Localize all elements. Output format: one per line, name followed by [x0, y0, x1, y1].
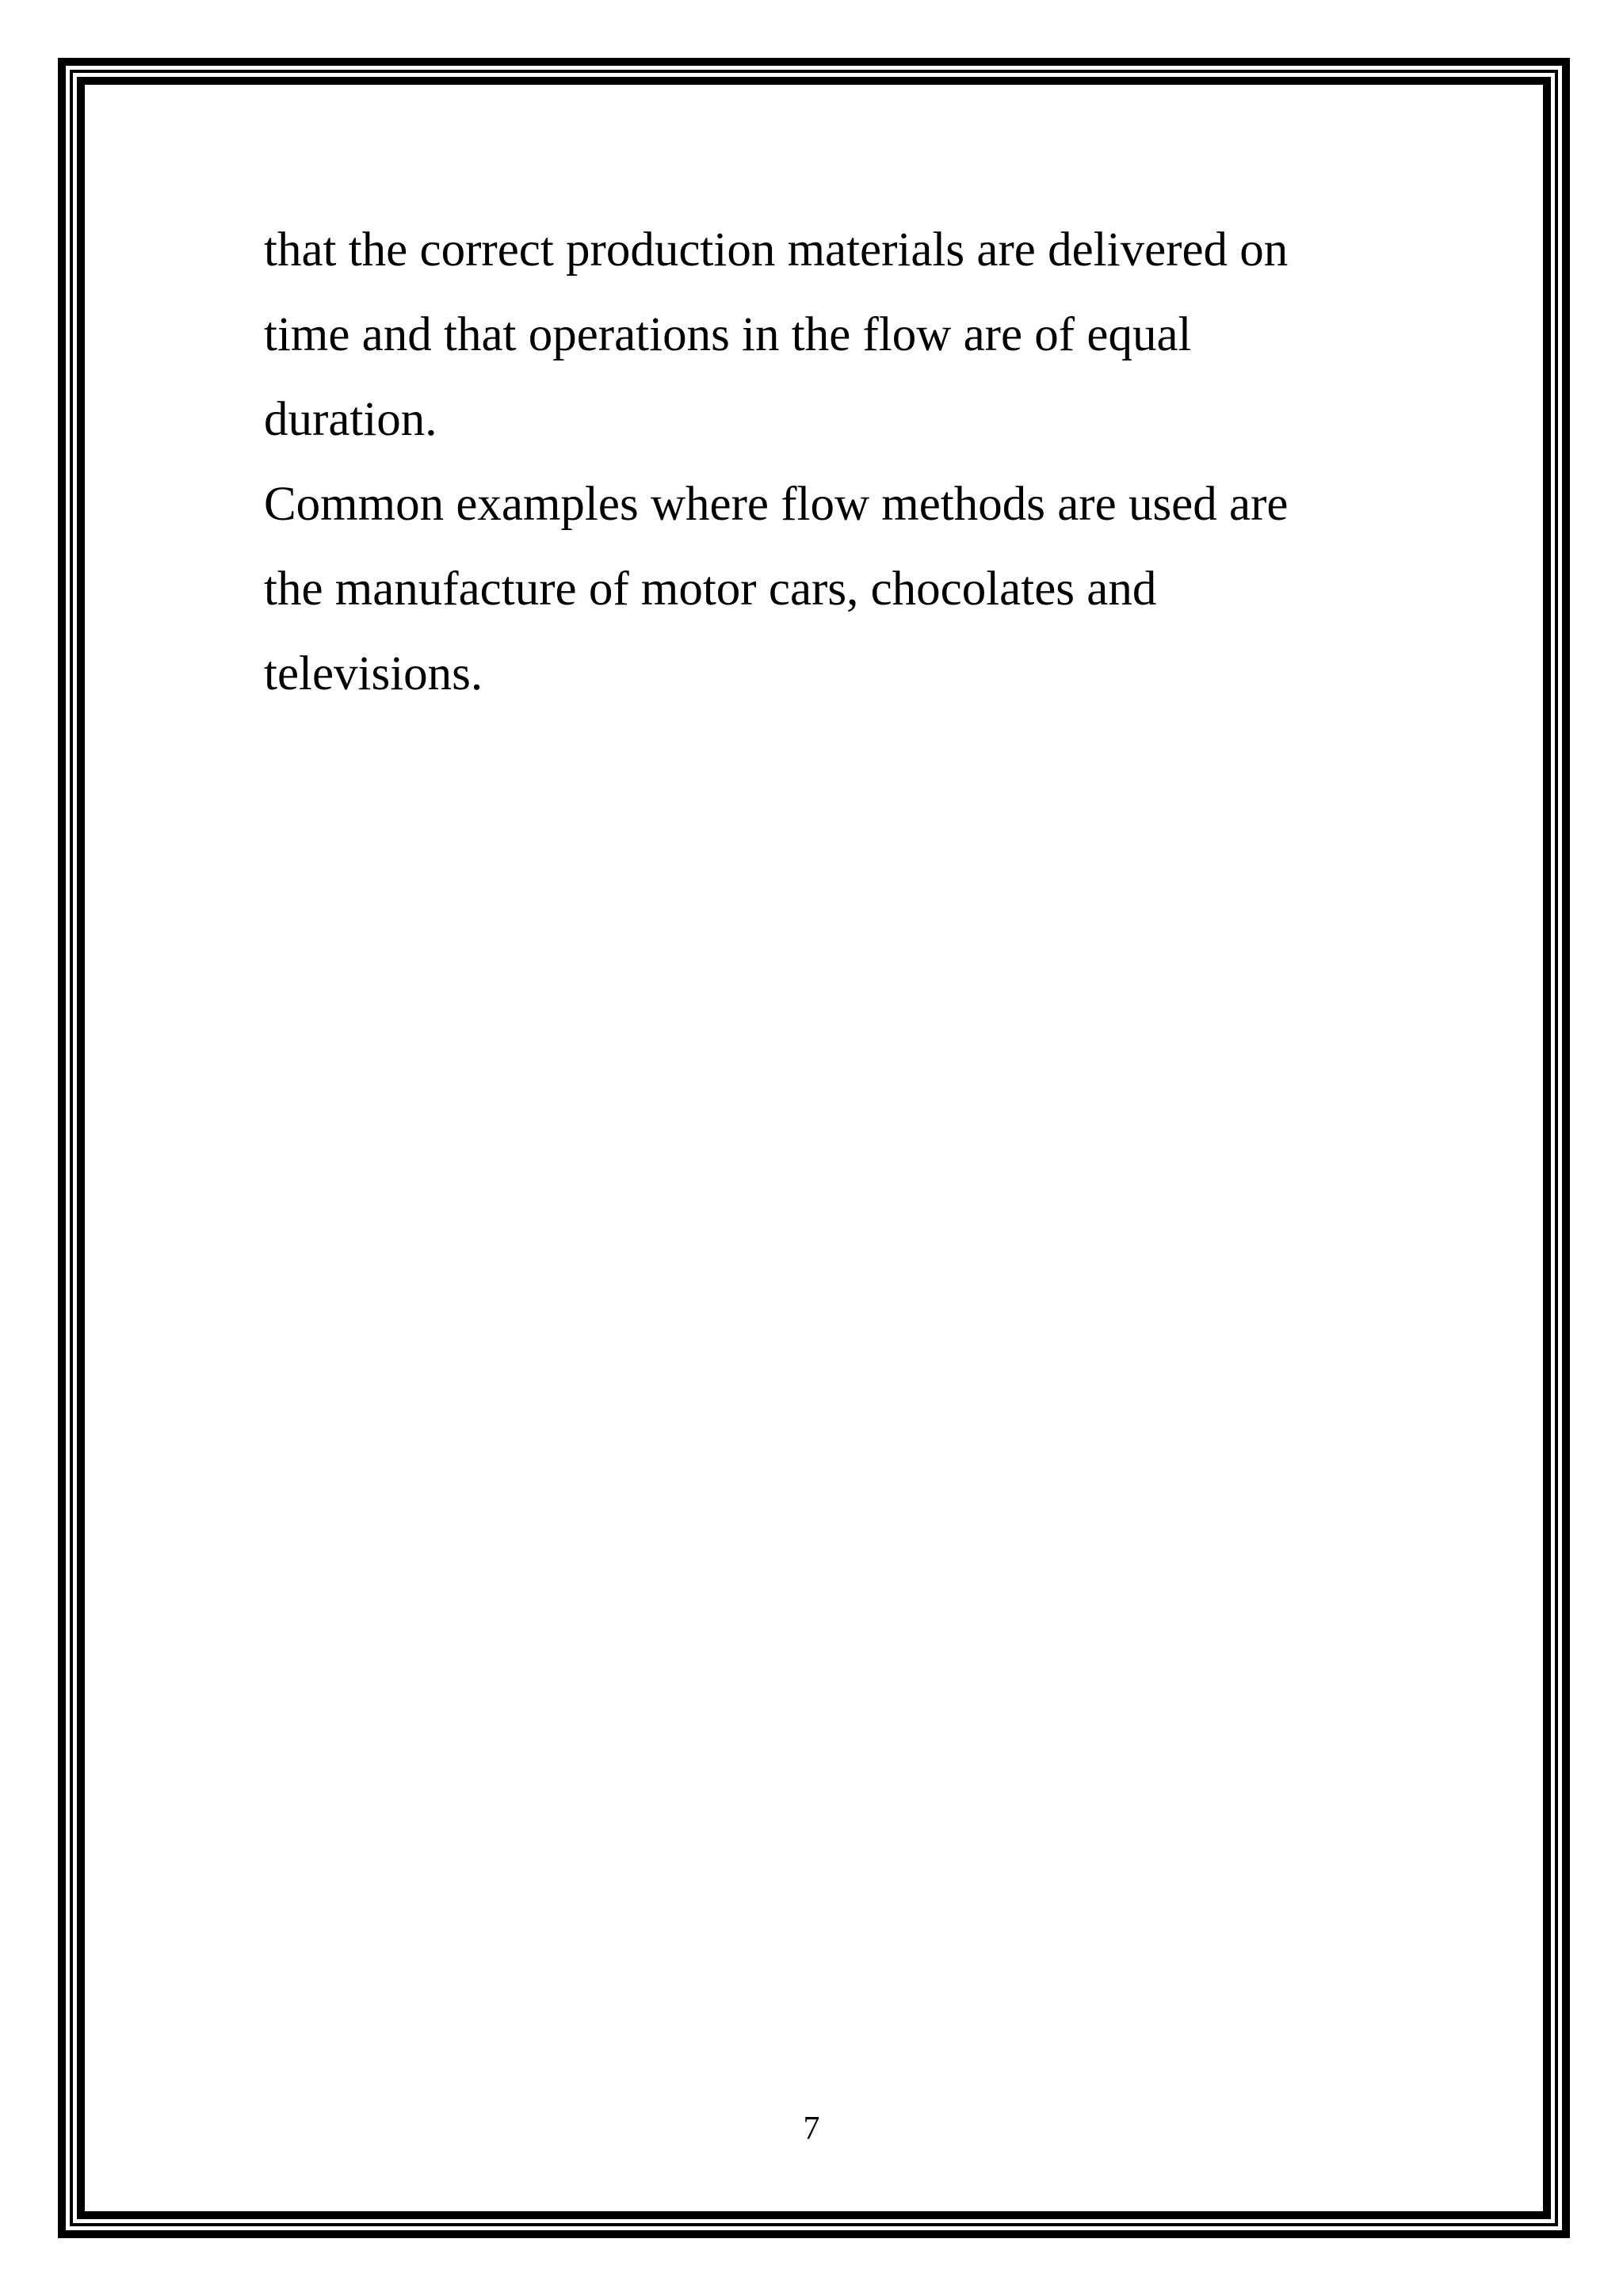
body-line: the manufacture of motor cars, chocolates and — [264, 563, 1157, 616]
page-number: 7 — [803, 2111, 820, 2147]
body-line: that the correct production materials are delivered on — [264, 223, 1289, 277]
body-line: Common examples where flow methods are used are — [264, 478, 1289, 531]
body-line: duration. — [264, 393, 437, 446]
body-text — [264, 208, 1405, 716]
body-line: time and that operations in the flow are of equal — [264, 308, 1192, 361]
body-line: televisions. — [264, 647, 483, 700]
